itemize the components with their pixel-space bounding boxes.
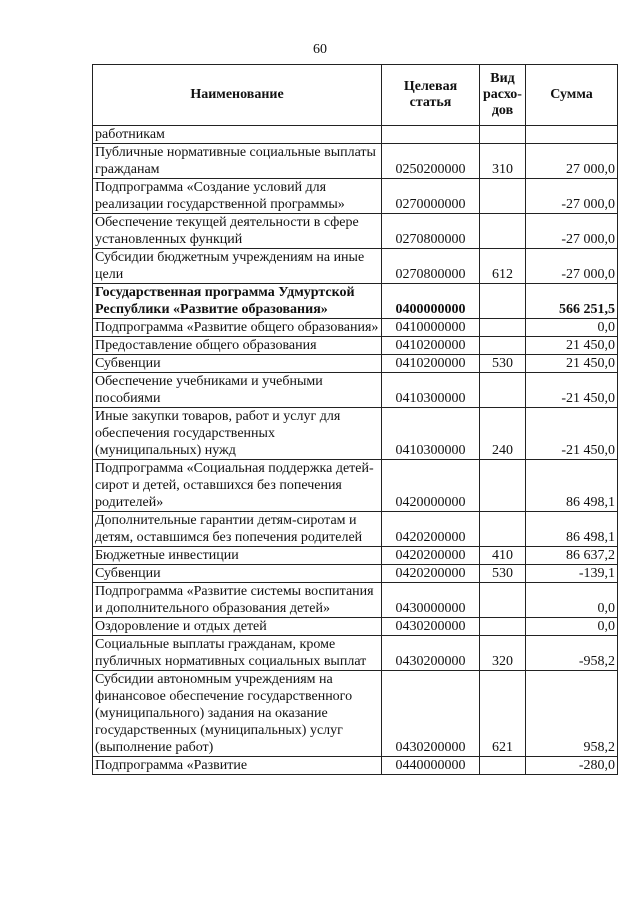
- header-name: Наименование: [93, 65, 382, 126]
- budget-table: [92, 64, 618, 775]
- header-sum: Сумма: [526, 65, 618, 126]
- row-name-cell: Подпрограмма «Создание условий для реализации государственной программы»: [93, 179, 382, 214]
- page-number: 60: [313, 42, 327, 57]
- row-name-cell: Дополнительные гарантии детям-сиротам и детям, оставшимся без попечения родителей: [93, 512, 382, 547]
- row-code-cell: 0430000000: [382, 583, 480, 618]
- table-row: [93, 337, 618, 355]
- row-sum-cell: -139,1: [526, 565, 618, 583]
- row-kind-cell: 530: [480, 355, 526, 373]
- row-sum-cell: 958,2: [526, 671, 618, 757]
- row-code-cell: 0420200000: [382, 565, 480, 583]
- table-row: [93, 636, 618, 671]
- row-code-cell: 0270000000: [382, 179, 480, 214]
- row-sum-cell: 27 000,0: [526, 144, 618, 179]
- row-name-cell: Субсидии бюджетным учреждениям на иные цели: [93, 249, 382, 284]
- row-sum-cell: 86 637,2: [526, 547, 618, 565]
- row-code-cell: 0270800000: [382, 214, 480, 249]
- row-kind-cell: 320: [480, 636, 526, 671]
- row-sum-cell: -27 000,0: [526, 249, 618, 284]
- row-kind-cell: [480, 284, 526, 319]
- row-kind-cell: [480, 373, 526, 408]
- table-row: [93, 757, 618, 775]
- row-code-cell: 0250200000: [382, 144, 480, 179]
- row-code-cell: 0440000000: [382, 757, 480, 775]
- row-sum-cell: -280,0: [526, 757, 618, 775]
- table-row: [93, 547, 618, 565]
- row-kind-cell: [480, 512, 526, 547]
- row-code-cell: 0420200000: [382, 547, 480, 565]
- row-code-cell: 0420200000: [382, 512, 480, 547]
- table-row: [93, 460, 618, 512]
- row-sum-cell: -21 450,0: [526, 373, 618, 408]
- row-kind-cell: 410: [480, 547, 526, 565]
- row-sum-cell: -27 000,0: [526, 214, 618, 249]
- row-code-cell: 0420000000: [382, 460, 480, 512]
- row-sum-cell: 0,0: [526, 618, 618, 636]
- row-kind-cell: [480, 583, 526, 618]
- row-code-cell: [382, 126, 480, 144]
- row-kind-cell: [480, 618, 526, 636]
- row-name-cell: Оздоровление и отдых детей: [93, 618, 382, 636]
- table-row: [93, 408, 618, 460]
- row-name-cell: Подпрограмма «Развитие системы воспитания и дополнительного образования детей»: [93, 583, 382, 618]
- table-row: [93, 355, 618, 373]
- row-code-cell: 0430200000: [382, 671, 480, 757]
- row-sum-cell: 0,0: [526, 583, 618, 618]
- row-code-cell: 0410200000: [382, 337, 480, 355]
- table-row: [93, 284, 618, 319]
- row-kind-cell: [480, 179, 526, 214]
- row-kind-cell: [480, 126, 526, 144]
- header-kind: Вид расхо- дов: [480, 65, 526, 126]
- row-code-cell: 0410300000: [382, 408, 480, 460]
- row-kind-cell: 240: [480, 408, 526, 460]
- row-sum-cell: 86 498,1: [526, 460, 618, 512]
- row-code-cell: 0400000000: [382, 284, 480, 319]
- row-sum-cell: -21 450,0: [526, 408, 618, 460]
- row-code-cell: 0430200000: [382, 636, 480, 671]
- row-name-cell: Обеспечение учебниками и учебными пособиями: [93, 373, 382, 408]
- table-row: [93, 583, 618, 618]
- table-row: [93, 512, 618, 547]
- row-name-cell: Публичные нормативные социальные выплаты гражданам: [93, 144, 382, 179]
- table-row: [93, 144, 618, 179]
- table-row: [93, 179, 618, 214]
- header-code: Целевая статья: [382, 65, 480, 126]
- table-row: [93, 565, 618, 583]
- row-sum-cell: -958,2: [526, 636, 618, 671]
- row-sum-cell: 21 450,0: [526, 355, 618, 373]
- row-sum-cell: 21 450,0: [526, 337, 618, 355]
- row-kind-cell: 621: [480, 671, 526, 757]
- row-name-cell: Субвенции: [93, 355, 382, 373]
- table-row: [93, 126, 618, 144]
- row-kind-cell: 612: [480, 249, 526, 284]
- table-row: [93, 373, 618, 408]
- row-name-cell: Субвенции: [93, 565, 382, 583]
- table-row: [93, 249, 618, 284]
- row-name-cell: Подпрограмма «Социальная поддержка детей-сирот и детей, оставшихся без попечения родителей»: [93, 460, 382, 512]
- row-sum-cell: -27 000,0: [526, 179, 618, 214]
- row-kind-cell: 530: [480, 565, 526, 583]
- row-code-cell: 0410200000: [382, 355, 480, 373]
- row-name-cell: Субсидии автономным учреждениям на финансовое обеспечение государственного (муниципального) задания на оказание государственных (муниципальных) услуг (выполнение работ): [93, 671, 382, 757]
- row-name-cell: работникам: [93, 126, 382, 144]
- row-name-cell: Подпрограмма «Развитие: [93, 757, 382, 775]
- row-name-cell: Иные закупки товаров, работ и услуг для обеспечения государственных (муниципальных) нужд: [93, 408, 382, 460]
- table-row: [93, 618, 618, 636]
- row-kind-cell: [480, 319, 526, 337]
- table-row: [93, 214, 618, 249]
- row-sum-cell: 566 251,5: [526, 284, 618, 319]
- row-kind-cell: [480, 757, 526, 775]
- row-kind-cell: 310: [480, 144, 526, 179]
- row-code-cell: 0410300000: [382, 373, 480, 408]
- row-name-cell: Подпрограмма «Развитие общего образования»: [93, 319, 382, 337]
- table-row: [93, 671, 618, 757]
- row-code-cell: 0270800000: [382, 249, 480, 284]
- row-kind-cell: [480, 214, 526, 249]
- row-code-cell: 0430200000: [382, 618, 480, 636]
- row-kind-cell: [480, 460, 526, 512]
- row-sum-cell: 86 498,1: [526, 512, 618, 547]
- row-code-cell: 0410000000: [382, 319, 480, 337]
- row-name-cell: Государственная программа Удмуртской Республики «Развитие образования»: [93, 284, 382, 319]
- row-name-cell: Обеспечение текущей деятельности в сфере установленных функций: [93, 214, 382, 249]
- row-name-cell: Социальные выплаты гражданам, кроме публичных нормативных социальных выплат: [93, 636, 382, 671]
- row-sum-cell: 0,0: [526, 319, 618, 337]
- row-name-cell: Предоставление общего образования: [93, 337, 382, 355]
- table-row: [93, 319, 618, 337]
- row-sum-cell: [526, 126, 618, 144]
- row-name-cell: Бюджетные инвестиции: [93, 547, 382, 565]
- row-kind-cell: [480, 337, 526, 355]
- table-header-row: [93, 65, 618, 126]
